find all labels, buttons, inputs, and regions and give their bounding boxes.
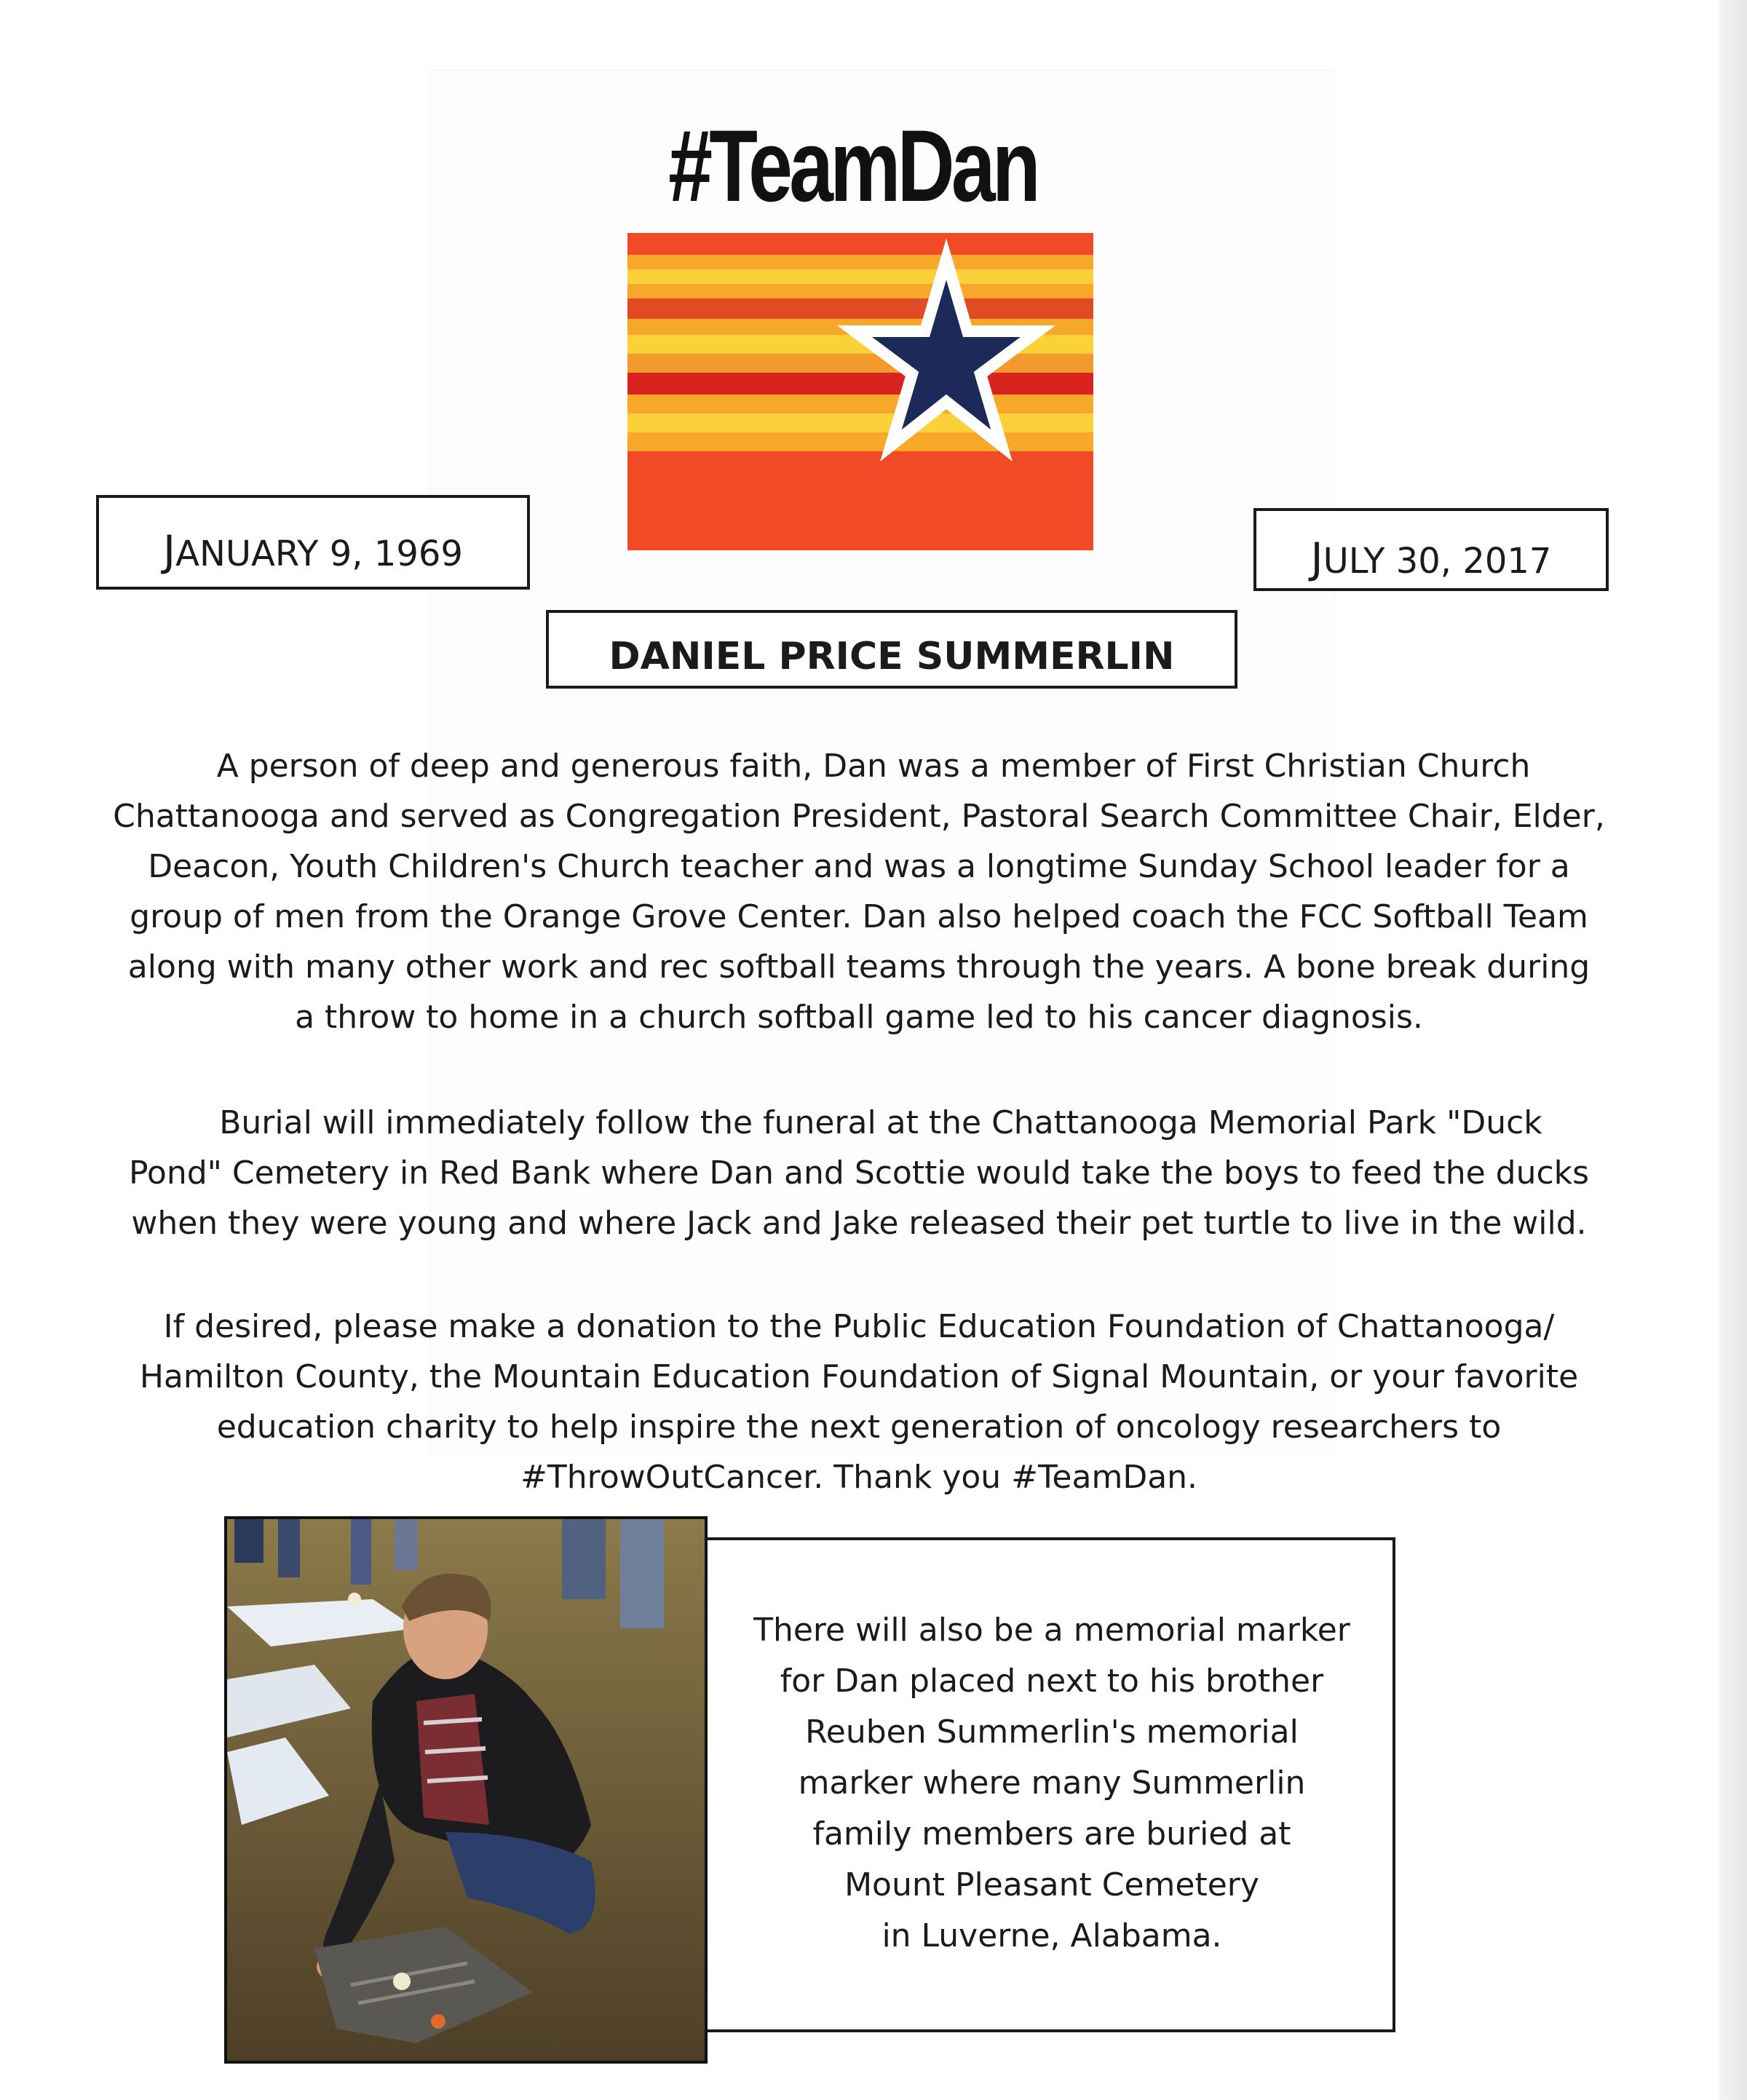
birth-date-box <box>96 495 530 590</box>
paragraph-line: when they were young and where Jack and Jake released their pet turtle to live in the wild. <box>131 1205 1587 1242</box>
cemetery-photo-illustration <box>227 1519 705 2061</box>
death-date-box <box>1253 508 1609 591</box>
death-date-text: ULY 30, 2017 <box>1323 541 1552 582</box>
paragraph-line: If desired, please make a donation to the Public Education Foundation of Chattanooga/ <box>163 1308 1555 1345</box>
page-edge <box>1719 0 1747 2100</box>
cemetery-photo <box>224 1516 708 2064</box>
birth-date-text: ANUARY 9, 1969 <box>175 534 463 574</box>
memorial-line: Reuben Summerlin's memorial <box>805 1713 1299 1751</box>
memorial-line: family members are buried at <box>812 1815 1291 1853</box>
memorial-line: marker where many Summerlin <box>798 1764 1306 1802</box>
paragraph-line: Deacon, Youth Children's Church teacher and was a longtime Sunday School leader for a <box>148 848 1570 885</box>
birth-date-initial: J <box>163 526 176 576</box>
paragraph-line: Chattanooga and served as Congregation President, Pastoral Search Committee Chair, Elder, <box>113 798 1605 835</box>
paragraph-line: A person of deep and generous faith, Dan was a member of First Christian Church <box>216 748 1531 785</box>
paragraph-line: a throw to home in a church softball game led to his cancer diagnosis. <box>295 999 1423 1036</box>
team-flag-logo <box>627 233 1093 550</box>
paragraph-line: along with many other work and rec softball teams through the years. A bone break during <box>127 948 1590 986</box>
memorial-line: Mount Pleasant Cemetery <box>844 1866 1259 1903</box>
memorial-line: for Dan placed next to his brother <box>780 1663 1324 1700</box>
faith-paragraph <box>80 741 1638 1042</box>
memorial-line: in Luverne, Alabama. <box>882 1917 1222 1954</box>
deceased-name: DANIEL PRICE SUMMERLIN <box>546 610 1237 689</box>
star-icon <box>627 233 1093 550</box>
donation-paragraph <box>80 1301 1638 1502</box>
death-date-initial: J <box>1310 534 1323 583</box>
burial-paragraph <box>80 1098 1638 1248</box>
paragraph-line: Burial will immediately follow the funeral at the Chattanooga Memorial Park "Duck <box>219 1104 1542 1141</box>
paragraph-line: Hamilton County, the Mountain Education Foundation of Signal Mountain, or your favorite <box>139 1358 1579 1395</box>
paragraph-line: Pond" Cemetery in Red Bank where Dan and Scottie would take the boys to feed the ducks <box>128 1154 1590 1192</box>
memorial-line: There will also be a memorial marker <box>753 1612 1350 1649</box>
team-dan-logo-text: #TeamDan <box>668 108 1037 223</box>
paragraph-line: education charity to help inspire the next generation of oncology researchers to <box>216 1408 1502 1446</box>
memorial-marker-text <box>724 1605 1379 1962</box>
paragraph-line: #ThrowOutCancer. Thank you #TeamDan. <box>520 1459 1198 1496</box>
paragraph-line: group of men from the Orange Grove Center. Dan also helped coach the FCC Softball Team <box>130 898 1588 935</box>
